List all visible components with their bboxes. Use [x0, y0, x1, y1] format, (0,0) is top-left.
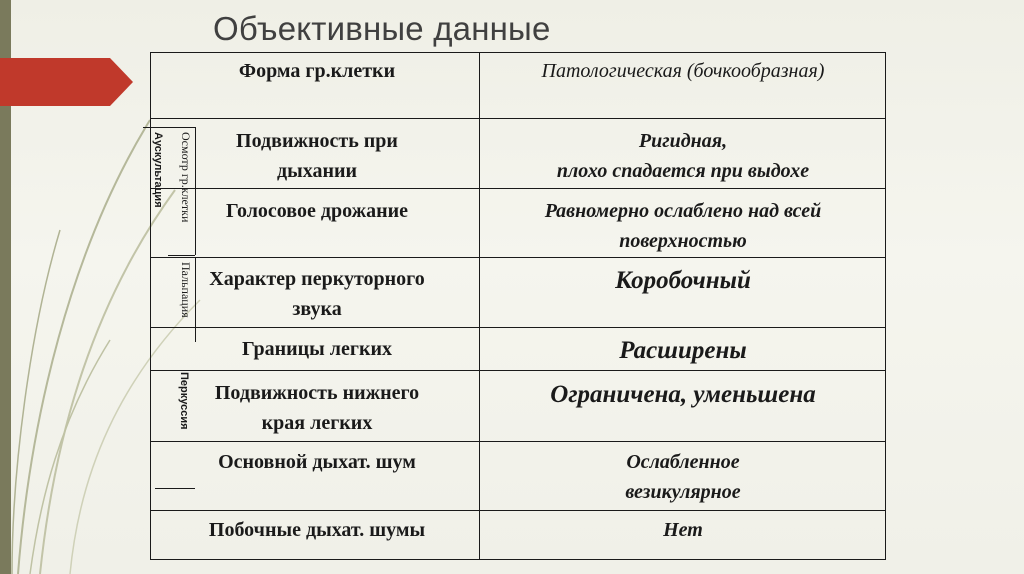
row-divider: [150, 257, 886, 258]
value-cell: Расширены: [619, 337, 747, 364]
parameter-cell: Основной дыхат. шум: [218, 451, 416, 473]
value-cell: Ригидная, плохо спадается при выдохе: [556, 130, 810, 182]
red-arrow-marker: [0, 58, 133, 106]
bracket-line: [195, 258, 196, 342]
bracket-tick: [143, 127, 195, 128]
parameter-cell: Границы легких: [242, 338, 392, 360]
value-cell: Коробочный: [615, 267, 751, 294]
parameter-cell: Подвижность при дыхании: [236, 130, 398, 182]
row-divider: [150, 327, 886, 328]
slide-title: Объективные данные: [213, 10, 551, 47]
row-divider: [150, 510, 886, 511]
value-cell: Равномерно ослаблено над всей поверхностью: [544, 200, 822, 252]
bracket-line: [195, 127, 196, 255]
value-cell: Нет: [663, 519, 703, 541]
label-palpaciya: Пальпация: [179, 262, 193, 318]
value-cell: Ограничена, уменьшена: [550, 381, 816, 408]
parameter-cell: Форма гр.клетки: [238, 60, 396, 82]
row-divider: [150, 441, 886, 442]
column-divider: [479, 52, 480, 560]
bracket-tick: [155, 488, 195, 489]
row-divider: [150, 370, 886, 371]
parameter-cell: Голосовое дрожание: [225, 200, 408, 222]
row-divider: [150, 188, 886, 189]
parameter-cell: Побочные дыхат. шумы: [208, 519, 426, 541]
label-osmotr: Осмотр гр.клетки: [179, 132, 193, 223]
value-cell: Патологическая (бочкообразная): [541, 60, 825, 82]
bracket-tick: [168, 255, 195, 256]
value-cell: Ослабленное везикулярное: [625, 451, 741, 503]
row-divider: [150, 118, 886, 119]
parameter-cell: Подвижность нижнего края легких: [214, 382, 420, 434]
label-perkussiya: Перкуссия: [178, 372, 190, 430]
label-auskultaciya: Аускультация: [152, 132, 164, 208]
parameter-cell: Характер перкуторного звука: [209, 268, 425, 320]
